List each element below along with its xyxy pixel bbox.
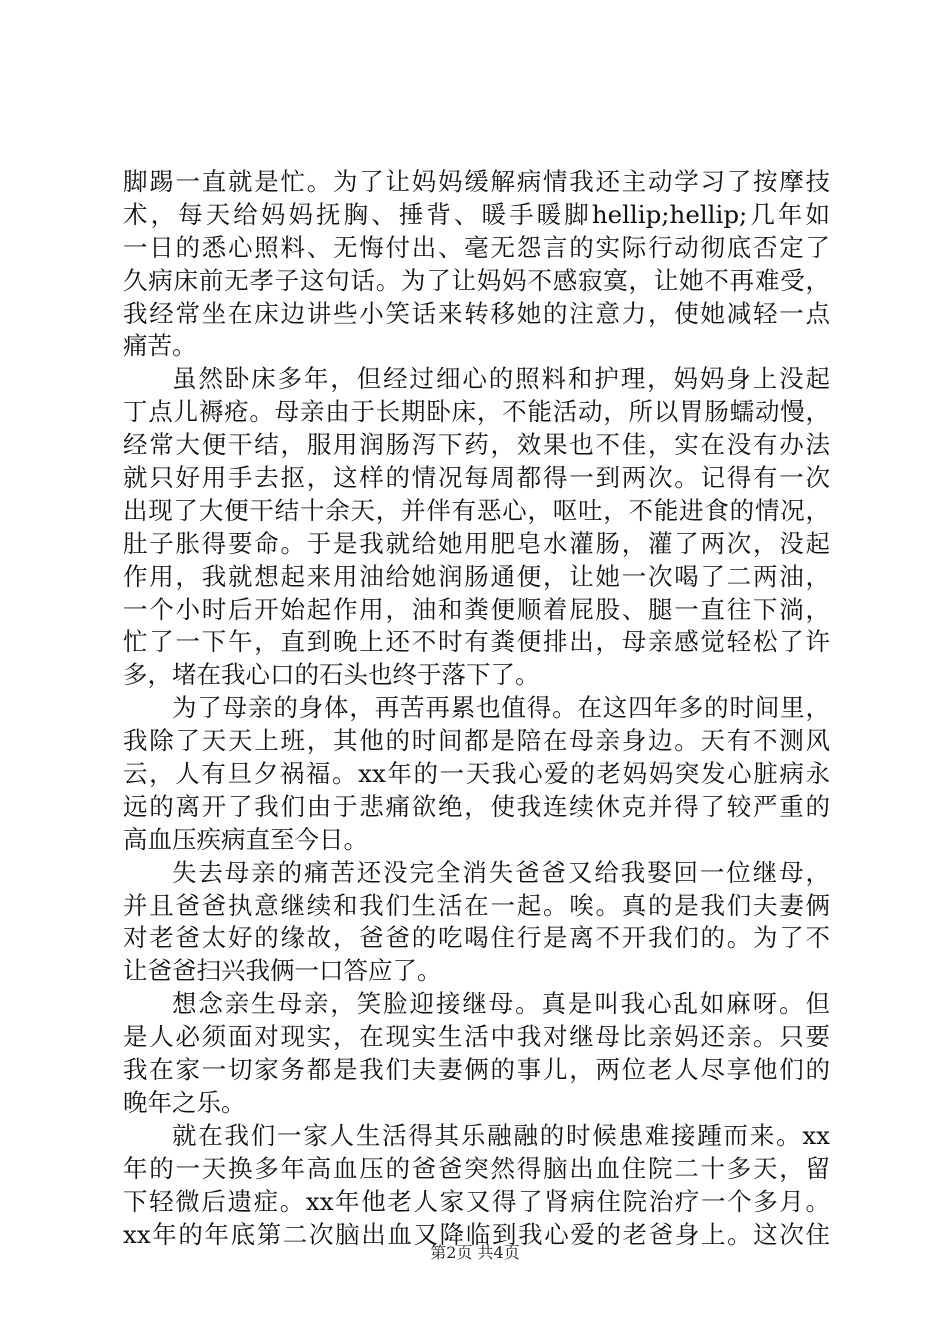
text-line: 晚年之乐。 <box>123 1087 246 1117</box>
text-line: 经常大便干结，服用润肠泻下药，效果也不佳，实在没有办法 <box>123 430 830 460</box>
text-line: 作用，我就想起来用油给她润肠通便，让她一次喝了二两油， <box>123 561 830 591</box>
text-line: 术，每天给妈妈抚胸、捶背、暖手暖脚hellip;hellip;几年如 <box>123 199 830 229</box>
text-line: 是人必须面对现实，在现实生活中我对继母比亲妈还亲。只要 <box>123 1022 830 1052</box>
text-line: 肚子胀得要命。于是我就给她用肥皂水灌肠，灌了两次，没起 <box>123 528 830 558</box>
text-line: 远的离开了我们由于悲痛欲绝，使我连续休克并得了较严重的 <box>123 791 830 821</box>
text-line: 我经常坐在床边讲些小笑话来转移她的注意力，使她减轻一点 <box>123 298 830 328</box>
text-line: 失去母亲的痛苦还没完全消失爸爸又给我娶回一位继母， <box>172 857 830 887</box>
text-line: 多，堵在我心口的石头也终于落下了。 <box>123 660 540 690</box>
text-line: 就只好用手去抠，这样的情况每周都得一到两次。记得有一次 <box>123 463 830 493</box>
text-line: 我除了天天上班，其他的时间都是陪在母亲身边。天有不测风 <box>123 726 830 756</box>
text-line: 为了母亲的身体，再苦再累也值得。在这四年多的时间里， <box>172 693 830 723</box>
text-line: 痛苦。 <box>123 331 197 361</box>
text-line: 让爸爸扫兴我俩一口答应了。 <box>123 956 442 986</box>
text-line: 丁点儿褥疮。母亲由于长期卧床，不能活动，所以胃肠蠕动慢， <box>123 397 830 427</box>
text-line: 虽然卧床多年，但经过细心的照料和护理，妈妈身上没起 <box>172 364 830 394</box>
text-line: 久病床前无孝子这句话。为了让妈妈不感寂寞，让她不再难受， <box>123 265 830 295</box>
text-line: 云，人有旦夕祸福。xx年的一天我心爱的老妈妈突发心脏病永 <box>123 759 830 789</box>
text-line: 想念亲生母亲，笑脸迎接继母。真是叫我心乱如麻呀。但 <box>172 989 830 1019</box>
text-line: 对老爸太好的缘故，爸爸的吃喝住行是离不开我们的。为了不 <box>123 923 830 953</box>
text-line: 一个小时后开始起作用，油和粪便顺着屁股、腿一直往下淌， <box>123 594 830 624</box>
text-line: 我在家一切家务都是我们夫妻俩的事儿，两位老人尽享他们的 <box>123 1055 830 1085</box>
text-line: 一日的悉心照料、无悔付出、毫无怨言的实际行动彻底否定了 <box>123 232 830 262</box>
text-line: 就在我们一家人生活得其乐融融的时候患难接踵而来。xx <box>172 1120 830 1150</box>
text-line: 下轻微后遗症。xx年他老人家又得了肾病住院治疗一个多月。 <box>123 1186 830 1216</box>
text-line: 年的一天换多年高血压的爸爸突然得脑出血住院二十多天，留 <box>123 1153 830 1183</box>
text-line: 并且爸爸执意继续和我们生活在一起。唉。真的是我们夫妻俩 <box>123 890 830 920</box>
page-footer: 第2页 共4页 <box>430 1243 520 1262</box>
document-body <box>123 166 830 1251</box>
text-line: xx年的年底第二次脑出血又降临到我心爱的老爸身上。这次住 <box>123 1219 830 1249</box>
text-line: 忙了一下午，直到晚上还不时有粪便排出，母亲感觉轻松了许 <box>123 627 830 657</box>
text-line: 出现了大便干结十余天，并伴有恶心，呕吐，不能进食的情况， <box>123 495 830 525</box>
text-line: 脚踢一直就是忙。为了让妈妈缓解病情我还主动学习了按摩技 <box>123 167 830 196</box>
text-line: 高血压疾病直至今日。 <box>123 824 368 854</box>
